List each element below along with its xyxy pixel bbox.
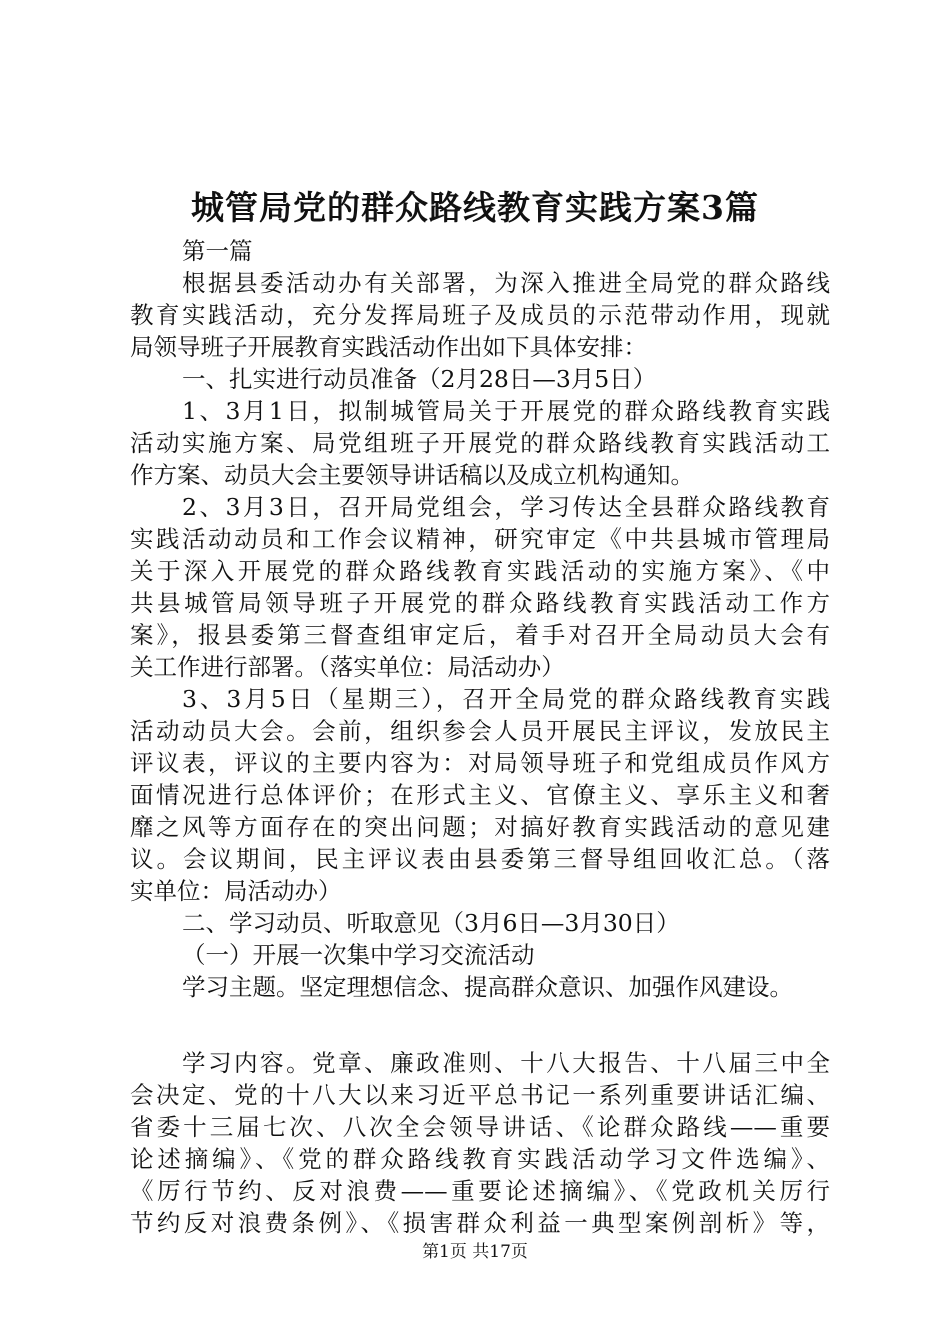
paragraph-line: 关工作进行部署。（落实单位：局活动办） [130,653,565,681]
paragraph-line: 会决定、党的十八大以来习近平总书记一系列重要讲话汇编、 [130,1081,830,1109]
paragraph-line: 实单位：局活动办） [130,877,342,905]
paragraph-line: 教育实践活动，充分发挥局班子及成员的示范带动作用，现就 [130,301,830,329]
paragraph-line: 案》，报县委第三督查组审定后，着手对召开全局动员大会有 [130,621,830,649]
paragraph-line: 关于深入开展党的群众路线教育实践活动的实施方案》、《中 [130,557,830,585]
paragraph-line: 作方案、动员大会主要领导讲话稿以及成立机构通知。 [130,461,694,489]
paragraph-line: 面情况进行总体评价；在形式主义、官僚主义、享乐主义和奢 [130,781,830,809]
paragraph-line: 学习主题。坚定理想信念、提高群众意识、加强作风建设。 [182,973,793,1001]
paragraph-line: 实践活动动员和工作会议精神，研究审定《中共县城市管理局 [130,525,830,553]
blank-line [130,1003,830,1047]
paragraph-line: 论述摘编》、《党的群众路线教育实践活动学习文件选编》、 [130,1145,830,1173]
paragraph-line: 靡之风等方面存在的突出问题；对搞好教育实践活动的意见建 [130,813,830,841]
document-body [130,235,830,1239]
paragraph-line: 活动动员大会。会前，组织参会人员开展民主评议，发放民主 [130,717,830,745]
section-heading: 第一篇 [182,237,253,265]
paragraph-line: 省委十三届七次、八次全会领导讲话、《论群众路线——重要 [130,1113,830,1141]
paragraph-line: 《厉行节约、反对浪费——重要论述摘编》、《党政机关厉行 [130,1177,830,1205]
paragraph-line: 活动实施方案、局党组班子开展党的群众路线教育实践活动工 [130,429,830,457]
paragraph-line: 议。会议期间，民主评议表由县委第三督导组回收汇总。（落 [130,845,830,873]
paragraph-line: 局领导班子开展教育实践活动作出如下具体安排： [130,333,647,361]
paragraph-line: 2、3月3日，召开局党组会，学习传达全县群众路线教育 [182,493,830,521]
section-heading: 二、学习动员、听取意见（3月6日—3月30日） [182,909,680,937]
paragraph-line: 评议表，评议的主要内容为：对局领导班子和党组成员作风方 [130,749,830,777]
paragraph-line: 根据县委活动办有关部署，为深入推进全局党的群众路线 [182,269,830,297]
paragraph-line: 节约反对浪费条例》、《损害群众利益一典型案例剖析》等， [130,1209,830,1237]
subsection-heading: （一）开展一次集中学习交流活动 [182,941,535,969]
section-heading: 一、扎实进行动员准备（2月28日—3月5日） [182,365,657,393]
paragraph-line: 学习内容。党章、廉政准则、十八大报告、十八届三中全 [182,1049,830,1077]
document-title: 城管局党的群众路线教育实践方案3篇 [191,188,759,227]
page-footer: 第1页 共17页 [422,1242,528,1262]
paragraph-line: 1、3月1日，拟制城管局关于开展党的群众路线教育实践 [182,397,830,425]
paragraph-line: 共县城管局领导班子开展党的群众路线教育实践活动工作方 [130,589,830,617]
paragraph-line: 3、3月5日（星期三），召开全局党的群众路线教育实践 [182,685,830,713]
